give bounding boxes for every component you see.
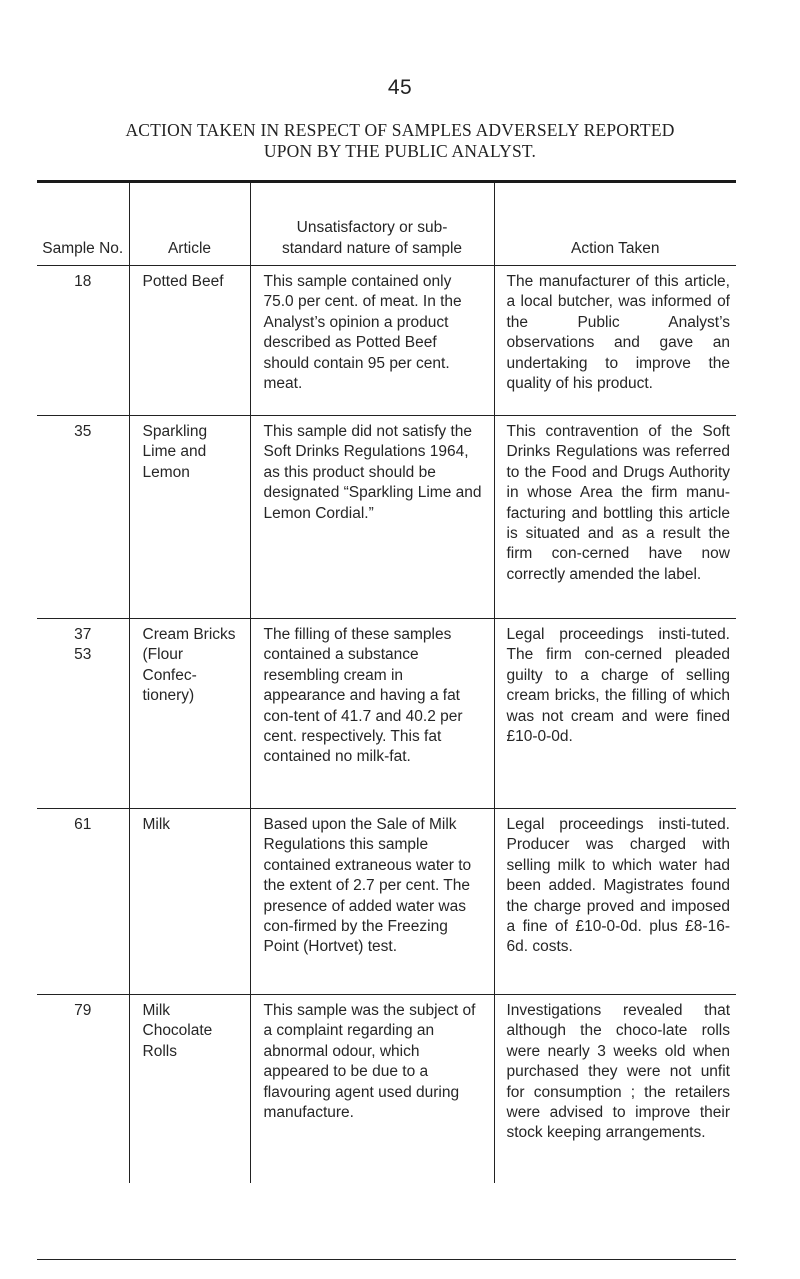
header-sample-no: Sample No.: [37, 183, 129, 266]
page-number: 45: [387, 76, 413, 99]
table-bottom-rule: [37, 1259, 736, 1260]
action-cell: Legal proceedings insti-tuted. The firm con-cerned pleaded guilty to a charge of selling cream bricks, the filling of which was not cream and were fined £10-0-0d.: [494, 619, 736, 809]
table-row: [37, 619, 736, 809]
sample-no-cell: [37, 995, 129, 1183]
nature-cell: This sample did not satisfy the Soft Drinks Regulations 1964, as this product should be designated “Sparkling Lime and Lemon Cordial.”: [250, 416, 494, 619]
sample-no-cell: [37, 809, 129, 995]
sample-no-cell: [37, 619, 129, 809]
action-cell: This contravention of the Soft Drinks Regulations was referred to the Food and Drugs Authority in whose Area the firm manu-facturing and bottling this article is situated and as a result the firm con-cerned have now correctly amended the label.: [494, 416, 736, 619]
title-line-1: ACTION TAKEN IN RESPECT OF SAMPLES ADVERSELY REPORTED: [125, 120, 675, 140]
title-line-2: UPON BY THE PUBLIC ANALYST.: [263, 141, 537, 161]
header-action: Action Taken: [494, 183, 736, 266]
header-nature: Unsatisfactory or sub-standard nature of sample: [250, 183, 494, 266]
sample-no-cell: [37, 416, 129, 619]
article-cell: Potted Beef: [129, 266, 250, 416]
article-cell: Sparkling Lime and Lemon: [129, 416, 250, 619]
sample-number: 18: [74, 273, 92, 290]
sample-number: 61: [74, 816, 92, 833]
nature-cell: This sample contained only 75.0 per cent. of meat. In the Analyst’s opinion a product described as Potted Beef should contain 95 per cent. meat.: [250, 266, 494, 416]
nature-cell: Based upon the Sale of Milk Regulations this sample contained extraneous water to the extent of 2.7 per cent. The presence of added water was con-firmed by the Freezing Point (Hortvet) test.: [250, 809, 494, 995]
sample-number: 35: [74, 423, 92, 440]
sample-number: 53: [74, 646, 92, 664]
article-cell: Milk Chocolate Rolls: [129, 995, 250, 1183]
action-cell: The manufacturer of this article, a local butcher, was informed of the Public Analyst’s observations and gave an undertaking to improve the quality of his product.: [494, 266, 736, 416]
article-cell: Cream Bricks (Flour Confec-tionery): [129, 619, 250, 809]
header-article: Article: [129, 183, 250, 266]
page-title: [40, 120, 760, 162]
action-cell: Legal proceedings insti-tuted. Producer was charged with selling milk to which water had been added. Magistrates found the charge proved and imposed a fine of £10-0-0d. plus £8-16-6d. costs.: [494, 809, 736, 995]
table-row: [37, 809, 736, 995]
sample-number: 79: [74, 1002, 92, 1019]
table-row: [37, 995, 736, 1183]
action-cell: Investigations revealed that although the choco-late rolls were nearly 3 weeks old when purchased they were not unfit for consumption ; the retailers were advised to improve their stock keeping arrangements.: [494, 995, 736, 1183]
nature-cell: The filling of these samples contained a substance resembling cream in appearance and having a fat con-tent of 41.7 and 40.2 per cent. respectively. This fat contained no milk-fat.: [250, 619, 494, 809]
table-row: [37, 266, 736, 416]
table-header-row: [37, 183, 736, 266]
article-cell: Milk: [129, 809, 250, 995]
nature-cell: This sample was the subject of a complaint regarding an abnormal odour, which appeared to be due to a flavouring agent used during manufacture.: [250, 995, 494, 1183]
table-row: [37, 416, 736, 619]
sample-number: 37: [74, 626, 92, 643]
sample-no-cell: [37, 266, 129, 416]
samples-table: [37, 183, 736, 1183]
